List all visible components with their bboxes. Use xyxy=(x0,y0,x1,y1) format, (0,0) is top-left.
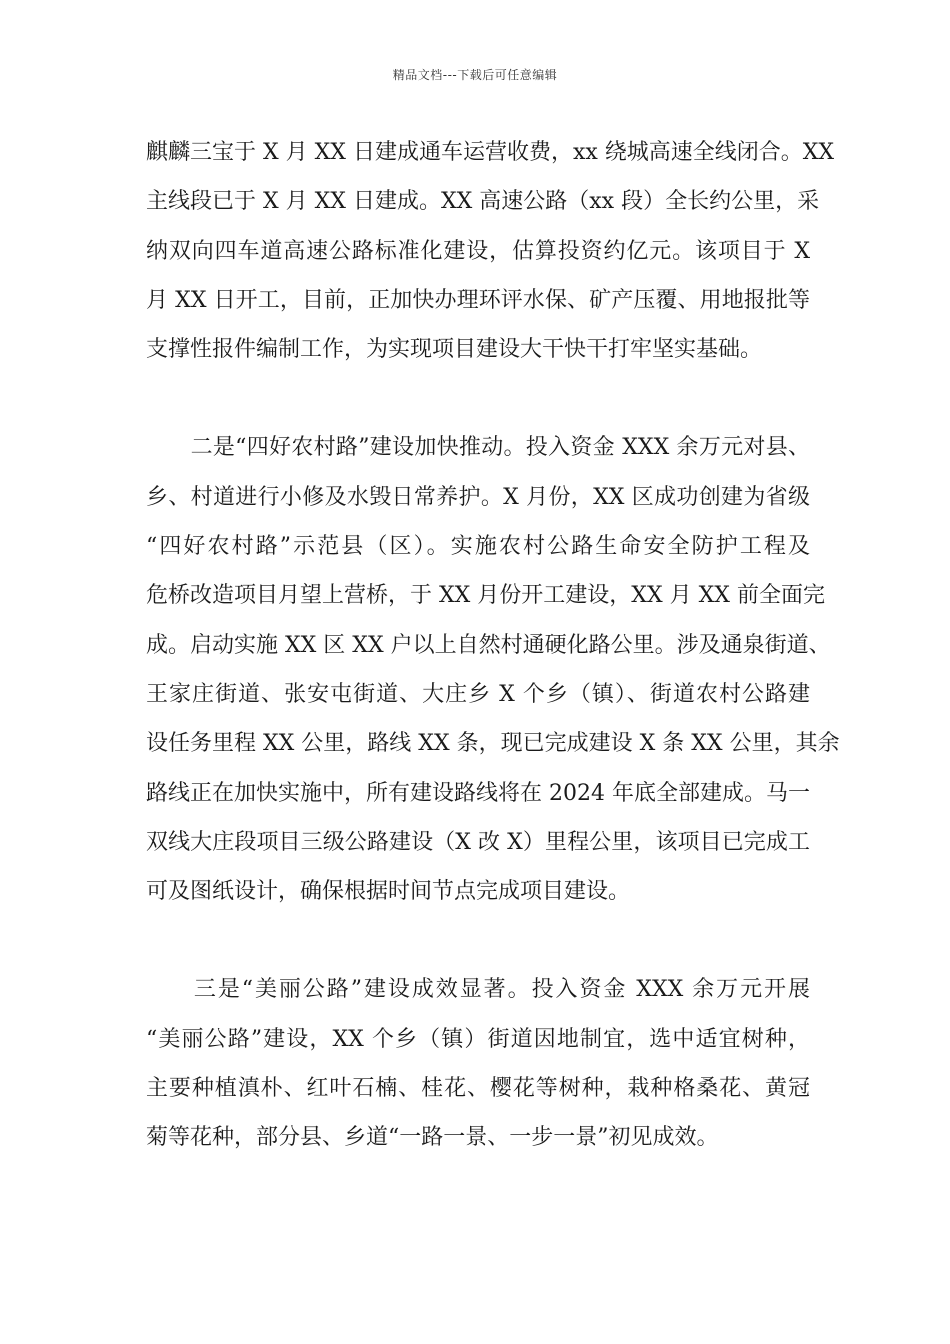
paragraph-expressway xyxy=(146,128,835,374)
text-line: 路线正在加快实施中，所有建设路线将在 2024 年底全部建成。马一 xyxy=(146,780,810,806)
text-line: 二是“四好农村路”建设加快推动。投入资金 XXX 余万元对县、 xyxy=(146,435,810,461)
text-line: “四好农村路”示范县（区）。实施农村公路生命安全防护工程及 xyxy=(146,534,810,560)
paragraph-rural-roads xyxy=(146,423,840,916)
text-line: 设任务里程 XX 公里，路线 XX 条，现已完成建设 X 条 XX 公里，其余 xyxy=(146,731,840,757)
text-line: 菊等花种，部分县、乡道“一路一景、一步一景”初见成效。 xyxy=(146,1125,719,1151)
document-body xyxy=(146,128,840,1163)
paragraph-beautiful-roads xyxy=(146,965,810,1162)
text-line: 成。启动实施 XX 区 XX 户以上自然村通硬化路公里。涉及通泉街道、 xyxy=(146,632,831,658)
text-line: 可及图纸设计，确保根据时间节点完成项目建设。 xyxy=(146,879,631,905)
text-line: 王家庄街道、张安屯街道、大庄乡 X 个乡（镇）、街道农村公路建 xyxy=(146,681,810,707)
text-line: 月 XX 日开工，目前，正加快办理环评水保、矿产压覆、用地报批等 xyxy=(146,287,810,313)
text-line: 纳双向四车道高速公路标准化建设，估算投资约亿元。该项目于 X xyxy=(146,238,810,264)
text-line: “美丽公路”建设，XX 个乡（镇）街道因地制宜，选中适宜树种， xyxy=(146,1026,810,1052)
page-header: 精品文档---下载后可任意编辑 xyxy=(392,68,558,82)
text-line: 主要种植滇朴、红叶石楠、桂花、樱花等树种，栽种格桑花、黄冠 xyxy=(146,1076,810,1102)
text-line: 乡、村道进行小修及水毁日常养护。X 月份，XX 区成功创建为省级 xyxy=(146,484,810,510)
text-line: 支撑性报件编制工作，为实现项目建设大干快干打牢坚实基础。 xyxy=(146,337,763,363)
text-line: 危桥改造项目月望上营桥，于 XX 月份开工建设，XX 月 XX 前全面完 xyxy=(146,583,825,609)
text-line: 双线大庄段项目三级公路建设（X 改 X）里程公里，该项目已完成工 xyxy=(146,829,810,855)
text-line: 麒麟三宝于 X 月 XX 日建成通车运营收费，xx 绕城高速全线闭合。XX xyxy=(146,140,835,165)
text-line: 三是“美丽公路”建设成效显著。投入资金 XXX 余万元开展 xyxy=(146,977,810,1003)
text-line: 主线段已于 X 月 XX 日建成。XX 高速公路（xx 段）全长约公里，采 xyxy=(146,189,820,215)
